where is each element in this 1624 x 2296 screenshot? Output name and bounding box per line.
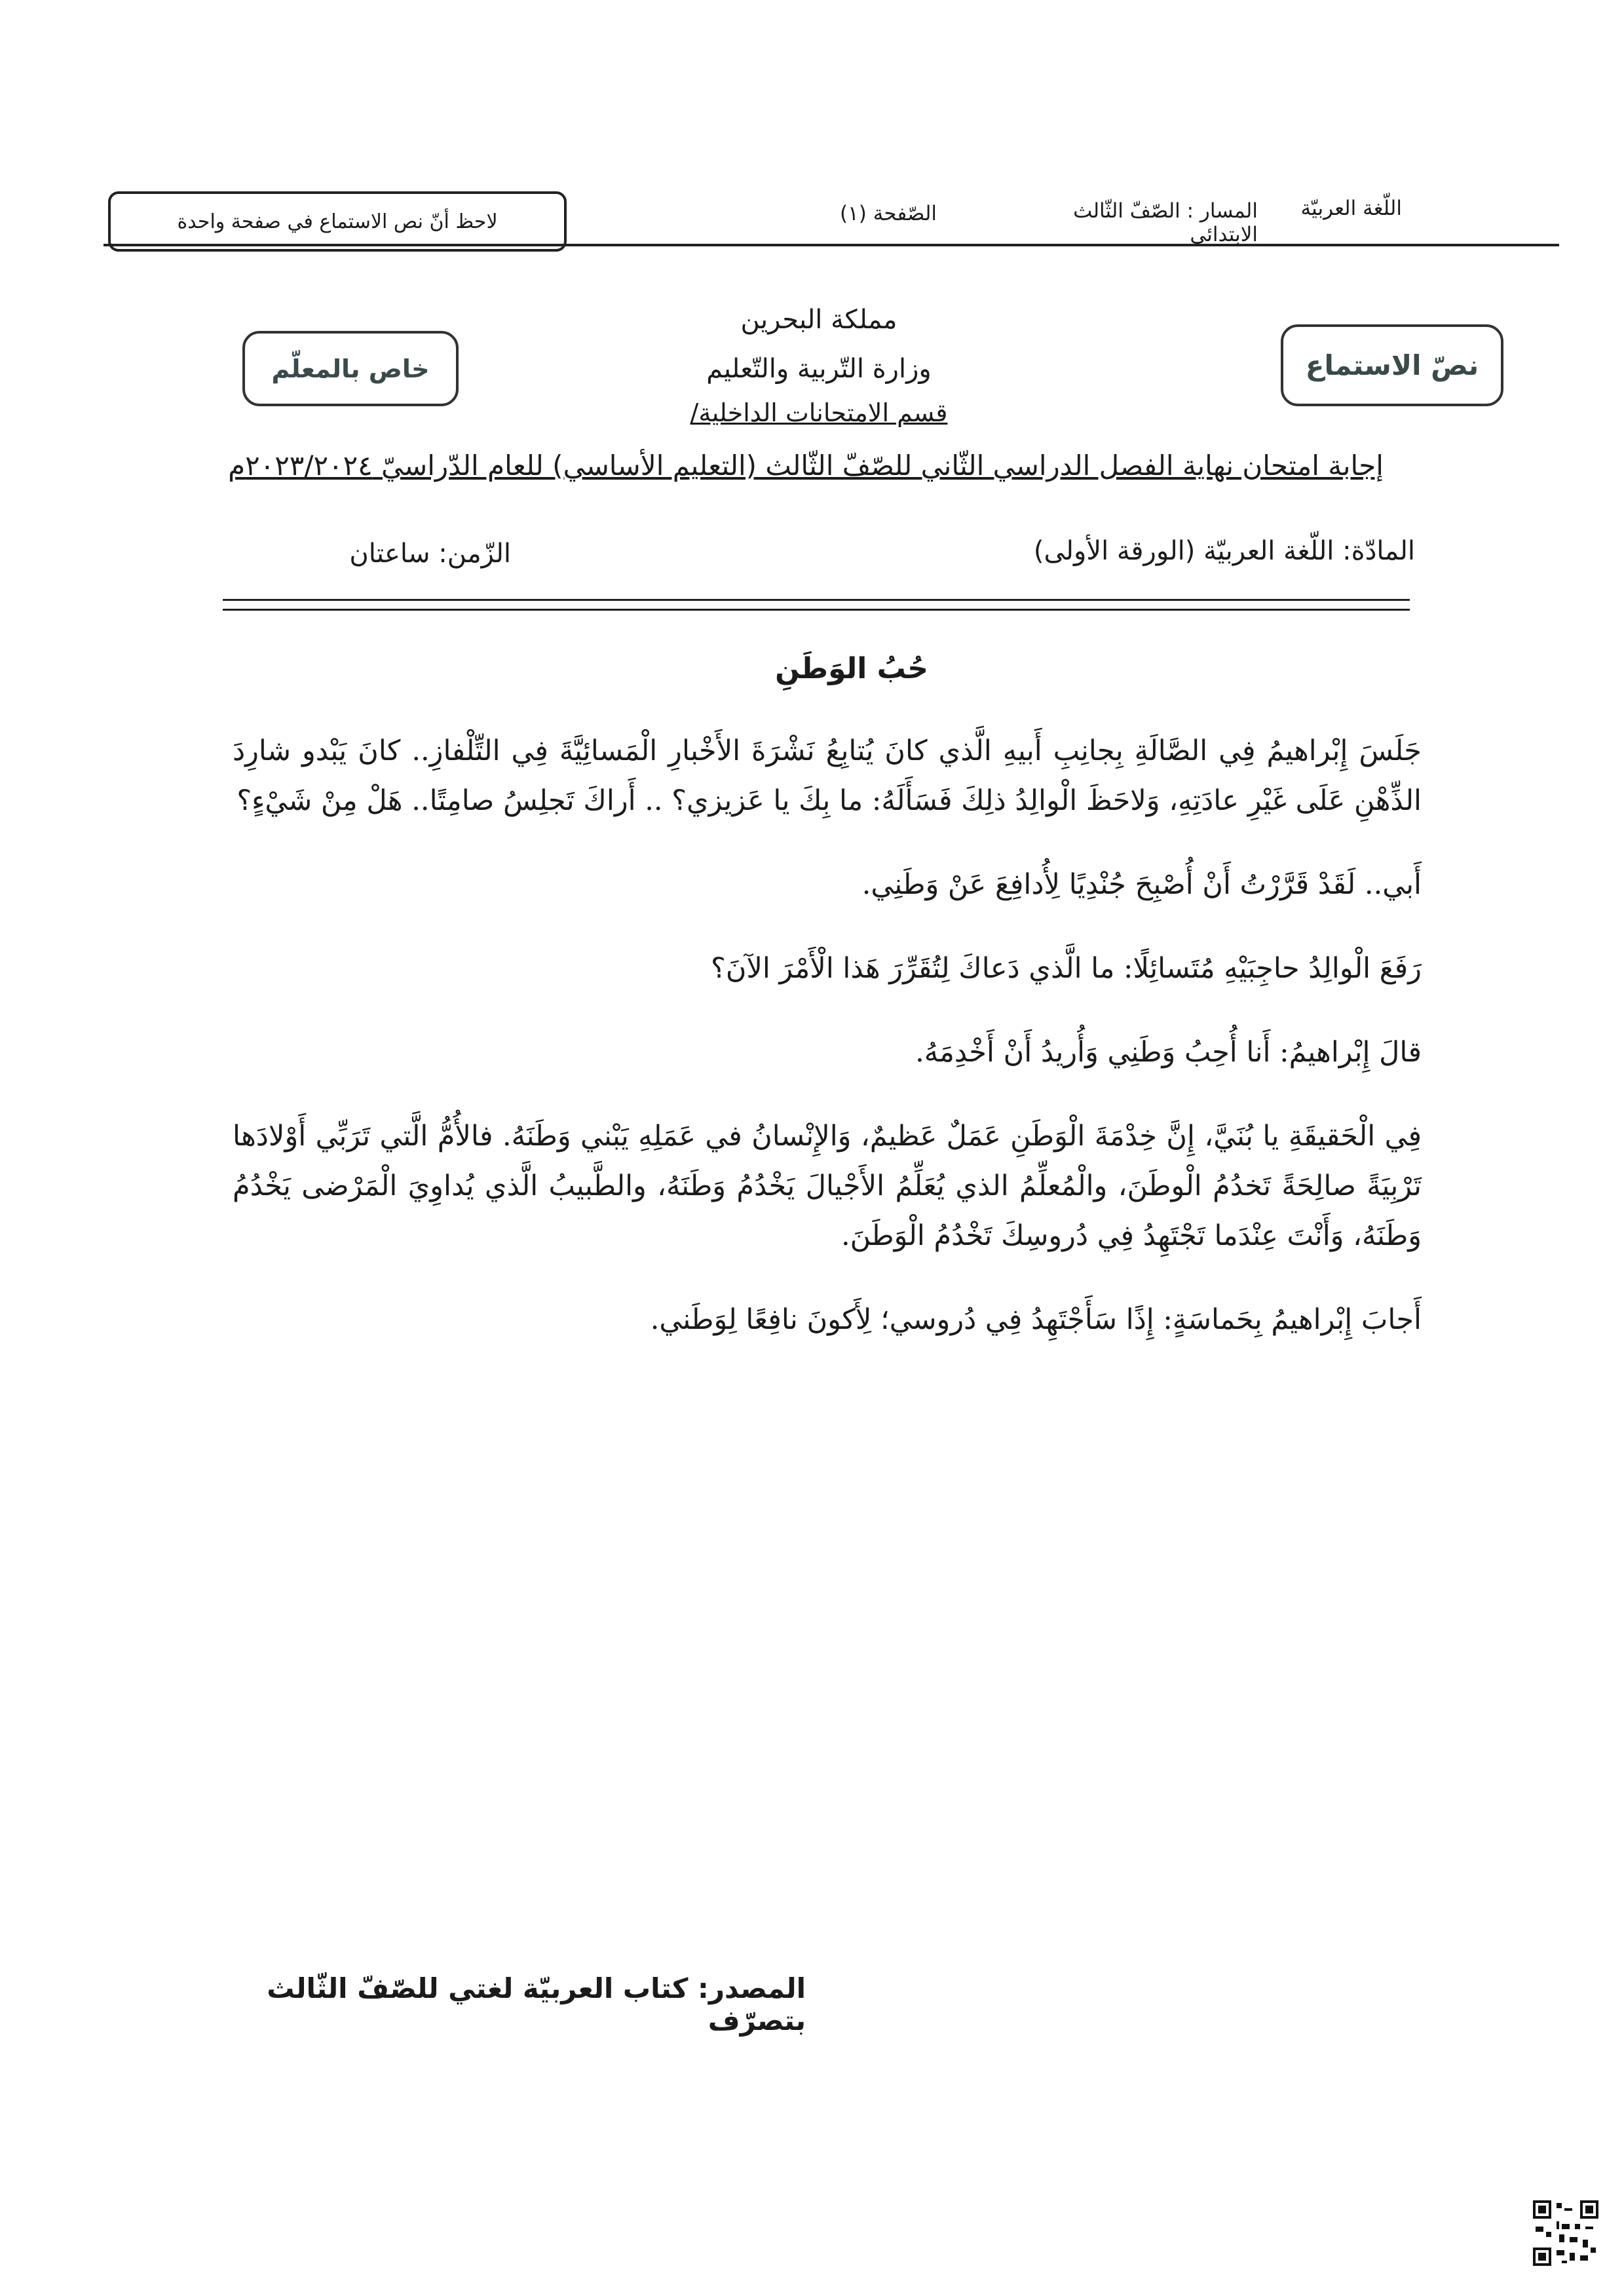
- story-paragraph: قالَ إِبْراهيمُ: أَنا أُحِبُ وَطَنِي وَأُريدُ أَنْ أَخْدِمَهُ.: [915, 1036, 1422, 1069]
- exam-time: الزّمن: ساعتان: [349, 539, 511, 569]
- story-paragraph: رَفَعَ الْوالِدُ حاجِبَيْهِ مُتَسائِلًا: ما الَّذي دَعاكَ لِتُقَرِّرَ هَذا الْأَمْرَ الآنَ؟: [711, 952, 1422, 985]
- department-title: [590, 398, 1048, 427]
- listening-text-label-text: نصّ الاستماع: [1305, 349, 1479, 381]
- listening-text-label: [1281, 324, 1503, 406]
- story-body: [233, 726, 1422, 1379]
- exam-subject: المادّة: اللّغة العربيّة (الورقة الأولى): [1033, 536, 1415, 566]
- qr-code-icon: [1533, 2200, 1598, 2266]
- department-title-text: قسم الامتحانات الداخلية/: [690, 398, 948, 427]
- source-citation: المصدر: كتاب العربيّة لغتي للصّفّ الثّالث بتصرّف: [267, 1972, 806, 2037]
- ministry-title: وزارة التّربية والتّعليم: [706, 354, 932, 384]
- listening-note-text: لاحظ أنّ نص الاستماع في صفحة واحدة: [177, 210, 498, 233]
- exam-title: إجابة امتحان نهاية الفصل الدراسي الثّاني للصّفّ الثّالث (التعليم الأساسي) للعام الدّراسيّ ٢٠٢٣/٢٠٢٤م: [228, 450, 1384, 482]
- story-paragraph: أَجابَ إِبْراهيمُ بِحَماسَةٍ: إِذًا سَأَجْتَهِدُ فِي دُروسي؛ لِأَكونَ نافِعًا لِوَطَني.: [650, 1303, 1422, 1336]
- teacher-only-label: [242, 331, 459, 406]
- story-paragraph: أَبي.. لَقَدْ قَرَّرْتُ أَنْ أُصْبِحَ جُنْدِيًا لِأُدافِعَ عَنْ وَطَنِي.: [861, 868, 1422, 901]
- story-paragraph: فِي الْحَقيقَةِ يا بُنَيَّ، إِنَّ خِدْمَةَ الْوَطَنِ عَمَلٌ عَظيمٌ، وَالإِنْسانُ في عَمَلِهِ يَبْني وَطَنَهُ. فالأُمُّ الَّتي تَرَبِّي أَوْلادَها تَرْبِيَةً صالِحَةً تَخدُمُ الْوطَنَ، والْمُعلِّمُ الذي يُعَلِّمُ الأَجْيالَ يَخْدُمُ وَطَنَهُ، والطَّبيبُ الَّذي يُداوِيَ الْمَرْضى يَخْدُمُ وَطَنَهُ، وَأَنْتَ عِنْدَما تَجْتَهِدُ فِي دُروسِكَ تَخْدُمُ الْوَطَنَ.: [233, 1120, 1422, 1252]
- header-track: المسار : الصّفّ الثّالث الابتدائي: [1073, 199, 1258, 246]
- story-paragraph: جَلَسَ إِبْراهيمُ فِي الصَّالَةِ بِجانِبِ أَبيهِ الَّذي كانَ يُتابِعُ نَشْرَةَ الأَخْبارِ الْمَسائِيَّةَ فِي التِّلْفازِ.. كانَ يَبْدو شارِدَ الذِّهْنِ عَلَى غَيْرِ عادَتِهِ، وَلاحَظَ الْوالِدُ ذلِكَ فَسَأَلَهُ: ما بِكَ يا عَزيزي؟ .. أَراكَ تَجلِسُ صامِتًا.. هَلْ مِنْ شَيْءٍ؟: [233, 735, 1422, 817]
- teacher-only-label-text: خاص بالمعلّم: [271, 354, 430, 383]
- story-title: حُبُ الوَطَنِ: [775, 652, 928, 685]
- listening-note-box: [108, 191, 567, 252]
- kingdom-title: مملكة البحرين: [740, 305, 897, 335]
- header-subject: اللّغة العربيّة: [1300, 197, 1402, 220]
- header-divider: [104, 244, 1559, 246]
- double-divider: [223, 599, 1410, 611]
- header-page-number: الصّفحة (١): [840, 202, 937, 225]
